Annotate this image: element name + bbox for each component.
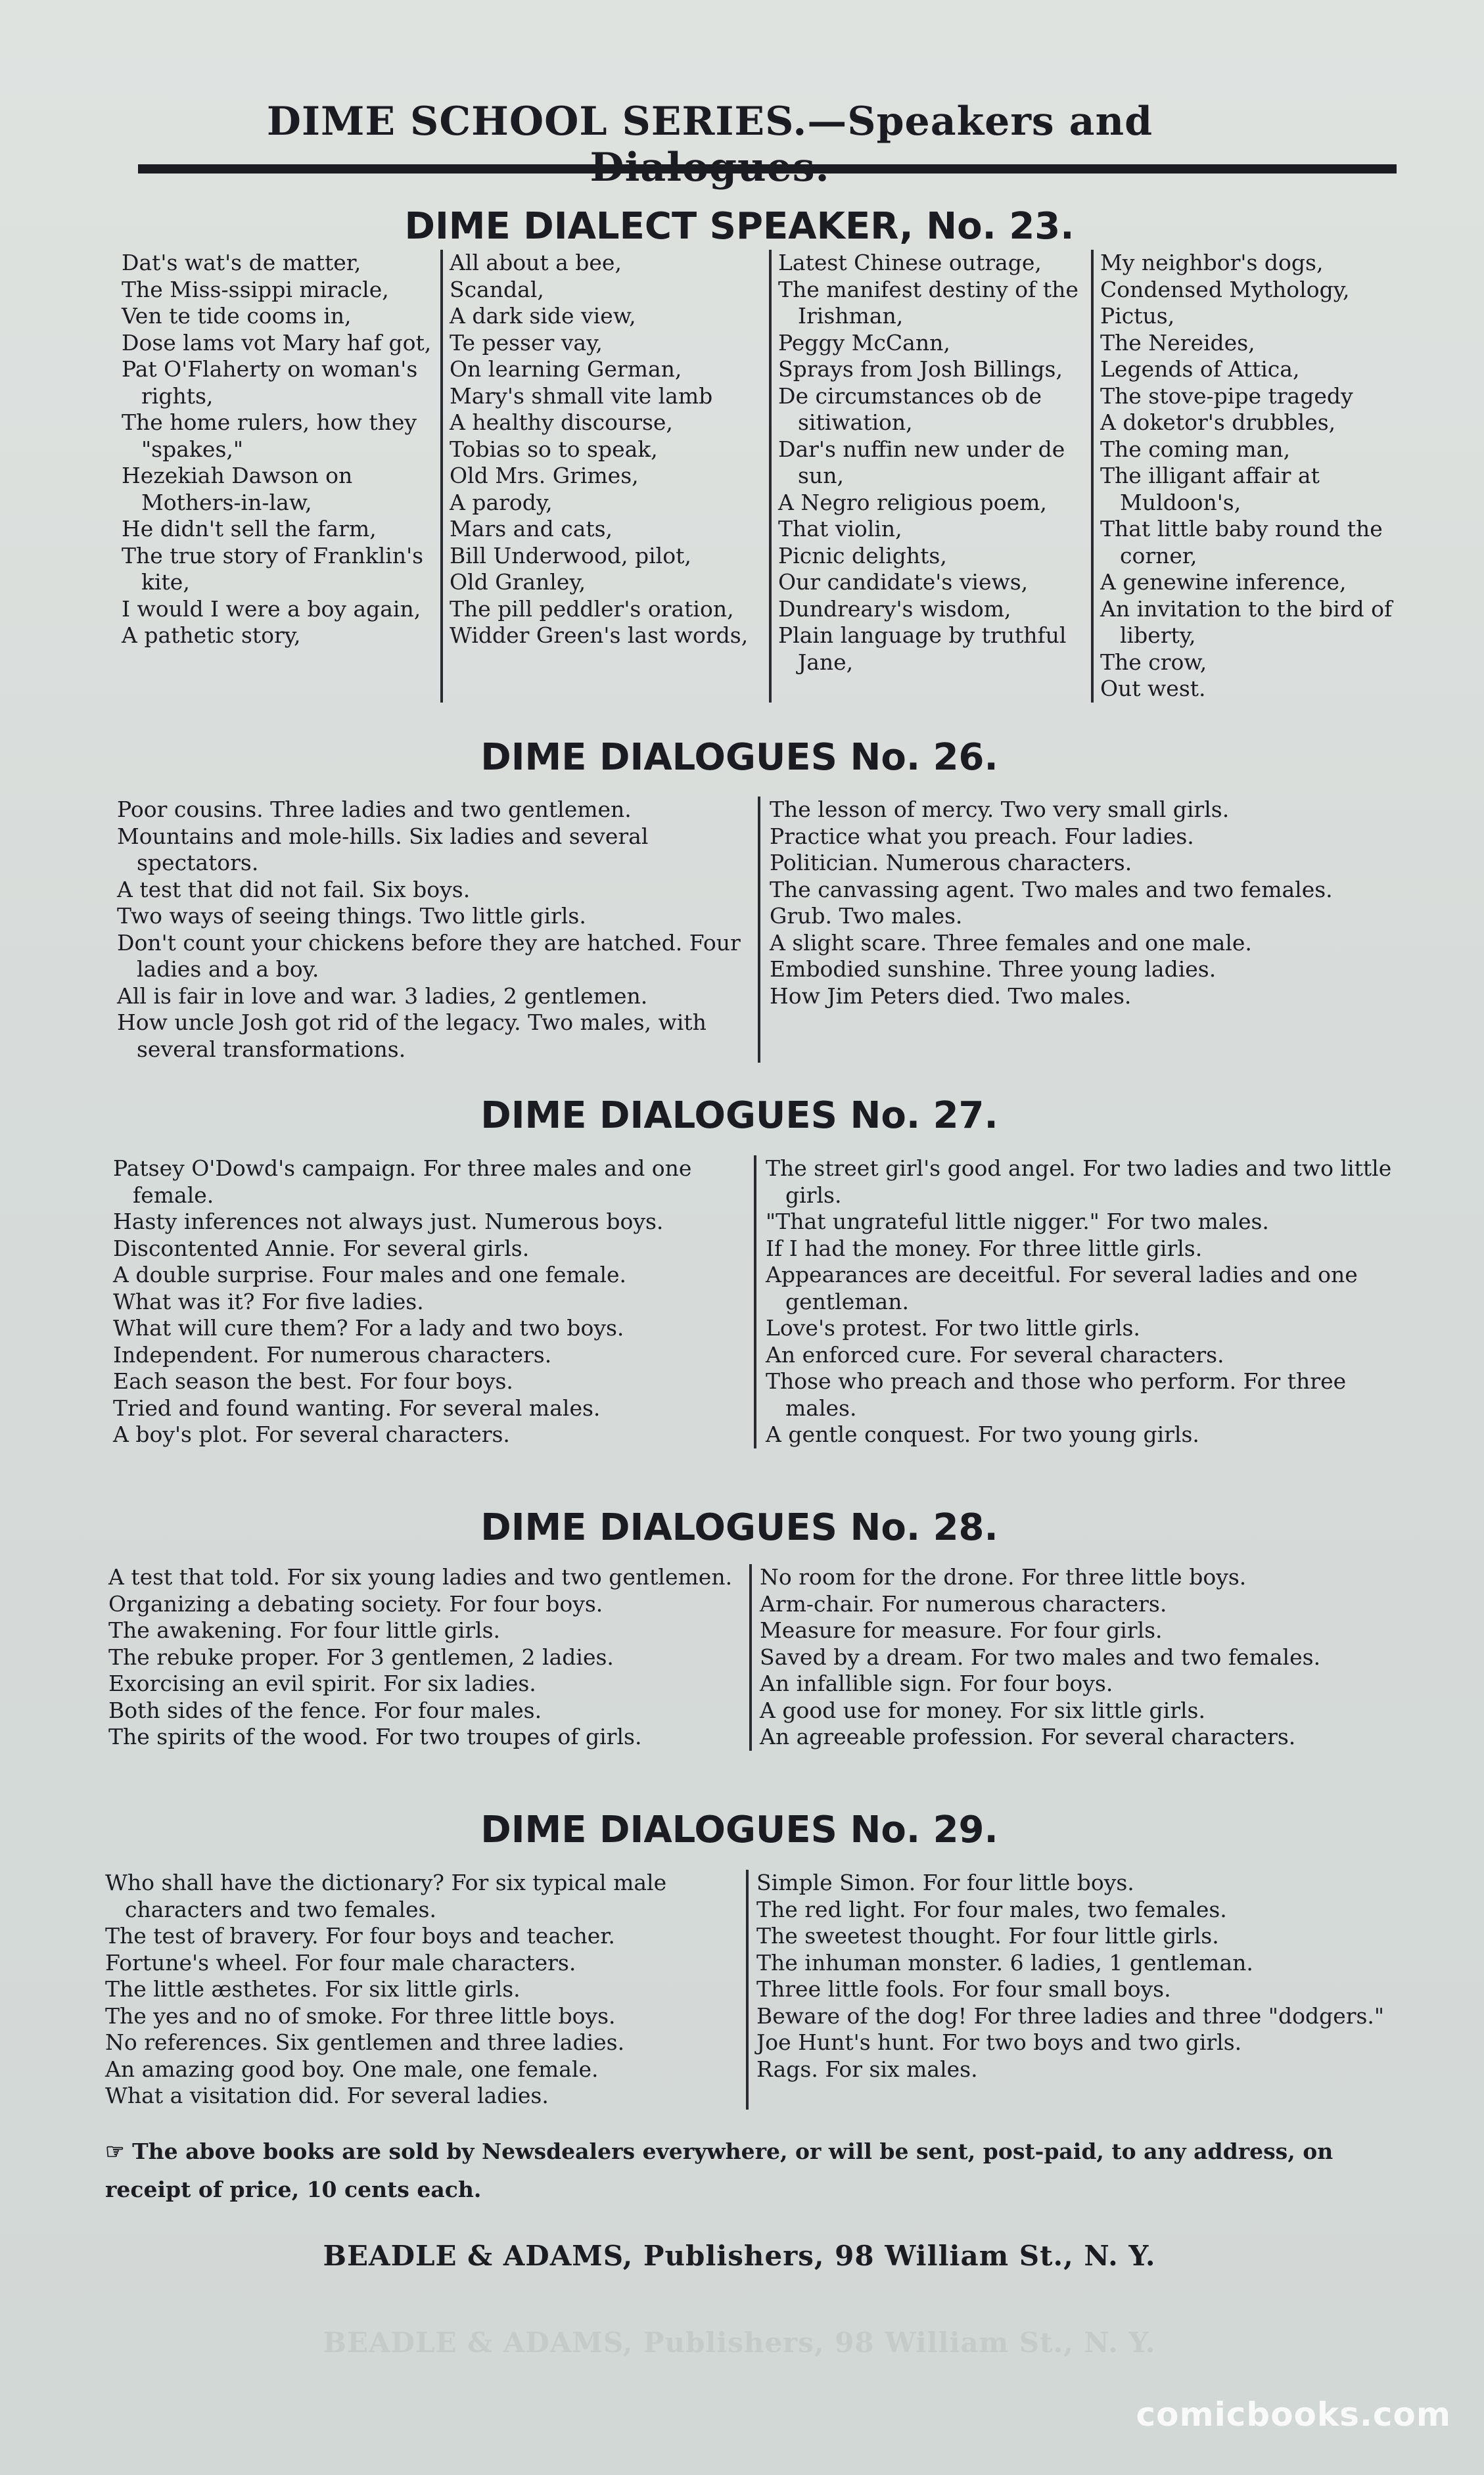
list-item: On learning German, xyxy=(450,356,682,382)
list-item: Exorcising an evil spirit. For six ladies. xyxy=(108,1671,536,1696)
list-item: The sweetest thought. For four little girls. xyxy=(756,1923,1219,1949)
list-item: A double surprise. Four males and one female. xyxy=(113,1262,627,1287)
list-item: What a visitation did. For several ladies. xyxy=(105,2083,549,2108)
list-item: Hasty inferences not always just. Numerous boys. xyxy=(113,1209,664,1234)
list-item: Scandal, xyxy=(450,276,544,302)
list-item: The yes and no of smoke. For three little boys. xyxy=(105,2002,616,2029)
list-item: No references. Six gentlemen and three ladies. xyxy=(105,2029,625,2055)
list-item: A good use for money. For six little girls. xyxy=(760,1697,1205,1723)
list-item: Plain language by truthful Jane, xyxy=(778,622,1067,675)
list-item: Organizing a debating society. For four boys. xyxy=(108,1590,603,1617)
list-item: The street girl's good angel. For two ladies and two little girls. xyxy=(766,1155,1392,1208)
list-item: A genewine inference, xyxy=(1100,569,1347,595)
section-column xyxy=(758,797,1399,1063)
list-item: Measure for measure. For four girls. xyxy=(760,1617,1163,1643)
list-item: If I had the money. For three little girls. xyxy=(766,1235,1203,1261)
list-item: The canvassing agent. Two males and two females. xyxy=(770,876,1333,902)
section-column xyxy=(769,250,1091,703)
list-item: Dose lams vot Mary haf got, xyxy=(122,329,432,356)
list-item: The lesson of mercy. Two very small girls. xyxy=(770,797,1230,822)
section-column xyxy=(117,797,758,1063)
list-item: Ven te tide cooms in, xyxy=(122,303,352,329)
list-item: A test that told. For six young ladies and two gentlemen. xyxy=(108,1564,733,1590)
list-item: Each season the best. For four boys. xyxy=(113,1368,513,1394)
section-column xyxy=(105,1870,746,2110)
section-column xyxy=(1091,250,1400,703)
list-item: Practice what you preach. Four ladies. xyxy=(770,823,1194,849)
list-item: De circumstances ob de sitiwation, xyxy=(778,382,1042,435)
list-item: An infallible sign. For four boys. xyxy=(760,1671,1113,1696)
section-title-dialogues-27: DIME DIALOGUES No. 27. xyxy=(480,1094,998,1137)
list-item: Those who preach and those who perform. For three males. xyxy=(766,1368,1347,1421)
list-item: Politician. Numerous characters. xyxy=(770,850,1132,875)
section-title-dialogues-29: DIME DIALOGUES No. 29. xyxy=(480,1809,998,1851)
section-column xyxy=(754,1155,1398,1448)
list-item: Poor cousins. Three ladies and two gentlemen. xyxy=(117,797,632,822)
section-column xyxy=(113,1155,754,1448)
list-item: Two ways of seeing things. Two little girls. xyxy=(117,903,586,929)
list-item: Discontented Annie. For several girls. xyxy=(113,1235,530,1261)
section-column xyxy=(122,250,440,703)
list-item: Old Granley, xyxy=(450,569,586,595)
header-rule xyxy=(138,164,1397,173)
list-item: A parody, xyxy=(450,489,553,515)
list-item: Beware of the dog! For three ladies and three "dodgers." xyxy=(756,2002,1385,2029)
section-column xyxy=(108,1564,749,1751)
list-item: Pat O'Flaherty on woman's rights, xyxy=(122,356,418,409)
list-item: The manifest destiny of the Irishman, xyxy=(778,276,1078,329)
section-dialogues-29 xyxy=(105,1870,1397,2110)
list-item: Independent. For numerous characters. xyxy=(113,1341,552,1368)
list-item: Picnic delights, xyxy=(778,542,947,568)
list-item: That violin, xyxy=(778,516,902,542)
list-item: Joe Hunt's hunt. For two boys and two girls. xyxy=(756,2029,1242,2055)
list-item: Mary's shmall vite lamb xyxy=(450,382,713,409)
list-item: A Negro religious poem, xyxy=(778,489,1047,515)
list-item: Three little fools. For four small boys. xyxy=(756,1976,1171,2002)
list-item: An enforced cure. For several characters. xyxy=(766,1341,1224,1368)
list-item: The Miss-ssippi miracle, xyxy=(122,276,389,302)
list-item: Tobias so to speak, xyxy=(450,436,658,462)
list-item: Peggy McCann, xyxy=(778,329,950,356)
list-item: I would I were a boy again, xyxy=(122,595,421,622)
list-item: A slight scare. Three females and one male. xyxy=(770,929,1252,956)
bleed-through-footer: BEADLE & ADAMS, Publishers, 98 William St., N. Y. xyxy=(323,2326,1156,2359)
list-item: Simple Simon. For four little boys. xyxy=(756,1870,1134,1895)
list-item: My neighbor's dogs, xyxy=(1100,250,1324,275)
list-item: Dar's nuffin new under de sun, xyxy=(778,436,1065,488)
section-dialogues-28 xyxy=(108,1564,1397,1751)
list-item: All is fair in love and war. 3 ladies, 2 gentlemen. xyxy=(117,983,648,1009)
list-item: Pictus, xyxy=(1100,303,1175,329)
list-item: The red light. For four males, two females. xyxy=(756,1896,1227,1922)
list-item: Our candidate's views, xyxy=(778,569,1029,595)
list-item: How Jim Peters died. Two males. xyxy=(770,983,1132,1009)
list-item: Saved by a dream. For two males and two females. xyxy=(760,1644,1321,1670)
list-item: That little baby round the corner, xyxy=(1100,516,1383,568)
list-item: A healthy discourse, xyxy=(450,409,673,435)
list-item: Out west. xyxy=(1100,676,1206,701)
list-item: The spirits of the wood. For two troupes of girls. xyxy=(108,1724,642,1749)
section-speaker-23 xyxy=(122,250,1400,703)
list-item: A boy's plot. For several characters. xyxy=(113,1422,510,1447)
list-item: Who shall have the dictionary? For six typical male characters and two females. xyxy=(105,1870,667,1922)
list-item: Sprays from Josh Billings, xyxy=(778,356,1063,382)
list-item: He didn't sell the farm, xyxy=(122,516,377,542)
list-item: Hezekiah Dawson on Mothers-in-law, xyxy=(122,463,353,515)
list-item: Old Mrs. Grimes, xyxy=(450,463,639,488)
list-item: Arm-chair. For numerous characters. xyxy=(760,1590,1167,1617)
list-item: Latest Chinese outrage, xyxy=(778,250,1042,275)
list-item: How uncle Josh got rid of the legacy. Two males, with several transformations. xyxy=(117,1009,707,1062)
list-item: A dark side view, xyxy=(450,303,636,329)
list-item: What will cure them? For a lady and two boys. xyxy=(113,1315,624,1341)
list-item: "That ungrateful little nigger." For two males. xyxy=(766,1209,1269,1234)
list-item: An agreeable profession. For several characters. xyxy=(760,1724,1296,1749)
section-column xyxy=(440,250,769,703)
list-item: Mars and cats, xyxy=(450,516,613,542)
series-header: DIME SCHOOL SERIES.—Speakers and xyxy=(266,99,1153,145)
list-item: Dat's wat's de matter, xyxy=(122,250,361,275)
list-item: Love's protest. For two little girls. xyxy=(766,1315,1140,1341)
list-item: Don't count your chickens before they are hatched. Four ladies and a boy. xyxy=(117,929,741,982)
list-item: The rebuke proper. For 3 gentlemen, 2 ladies. xyxy=(108,1644,614,1670)
list-item: All about a bee, xyxy=(450,250,622,275)
ordering-note: ☞ The above books are sold by Newsdealers everywhere, or will be sent, post-paid, to any address, on receipt of price, 10 cents each. xyxy=(105,2139,1333,2202)
list-item: Fortune's wheel. For four male characters. xyxy=(105,1949,576,1976)
list-item: Widder Green's last words, xyxy=(450,622,749,648)
section-title-dialogues-28: DIME DIALOGUES No. 28. xyxy=(480,1506,998,1549)
watermark-logo: comicbooks.com xyxy=(1136,2395,1451,2434)
list-item: Both sides of the fence. For four males. xyxy=(108,1697,542,1723)
list-item: The awakening. For four little girls. xyxy=(108,1617,501,1643)
list-item: Appearances are deceitful. For several ladies and one gentleman. xyxy=(766,1262,1358,1314)
list-item: An invitation to the bird of liberty, xyxy=(1100,595,1393,648)
list-item: A test that did not fail. Six boys. xyxy=(117,876,471,902)
list-item: Te pesser vay, xyxy=(450,329,603,356)
list-item: The Nereides, xyxy=(1100,329,1255,356)
list-item: The test of bravery. For four boys and teacher. xyxy=(105,1923,615,1949)
list-item: Legends of Attica, xyxy=(1100,356,1300,382)
list-item: The stove-pipe tragedy xyxy=(1100,382,1353,409)
section-column xyxy=(746,1870,1397,2110)
list-item: The crow, xyxy=(1100,649,1207,675)
list-item: Tried and found wanting. For several males. xyxy=(113,1395,601,1421)
section-column xyxy=(749,1564,1397,1751)
section-dialogues-27 xyxy=(113,1155,1398,1448)
list-item: Rags. For six males. xyxy=(756,2056,978,2082)
section-title-speaker-23: DIME DIALECT SPEAKER, No. 23. xyxy=(404,205,1075,248)
list-item: The pill peddler's oration, xyxy=(450,595,734,622)
list-item: Bill Underwood, pilot, xyxy=(450,542,691,568)
list-item: Dundreary's wisdom, xyxy=(778,595,1011,622)
list-item: The inhuman monster. 6 ladies, 1 gentleman. xyxy=(756,1949,1253,1976)
list-item: Mountains and mole-hills. Six ladies and several spectators. xyxy=(117,823,649,875)
list-item: The coming man, xyxy=(1100,436,1291,462)
list-item: The home rulers, how they "spakes," xyxy=(122,409,417,462)
list-item: A gentle conquest. For two young girls. xyxy=(766,1422,1199,1447)
section-title-dialogues-26: DIME DIALOGUES No. 26. xyxy=(480,736,998,779)
list-item: What was it? For five ladies. xyxy=(113,1288,424,1314)
list-item: A doketor's drubbles, xyxy=(1100,409,1336,435)
section-dialogues-26 xyxy=(117,797,1399,1063)
list-item: An amazing good boy. One male, one female. xyxy=(105,2056,599,2082)
list-item: Condensed Mythology, xyxy=(1100,276,1350,302)
list-item: The true story of Franklin's kite, xyxy=(122,542,424,595)
list-item: The illigant affair at Muldoon's, xyxy=(1100,463,1320,515)
publisher-footer: BEADLE & ADAMS, Publishers, 98 William St., N. Y. xyxy=(323,2240,1156,2272)
list-item: No room for the drone. For three little boys. xyxy=(760,1564,1247,1590)
list-item: Grub. Two males. xyxy=(770,903,963,929)
list-item: Patsey O'Dowd's campaign. For three males and one female. xyxy=(113,1155,692,1208)
list-item: The little æsthetes. For six little girls. xyxy=(105,1976,521,2002)
list-item: A pathetic story, xyxy=(122,622,301,648)
list-item: Embodied sunshine. Three young ladies. xyxy=(770,956,1217,982)
